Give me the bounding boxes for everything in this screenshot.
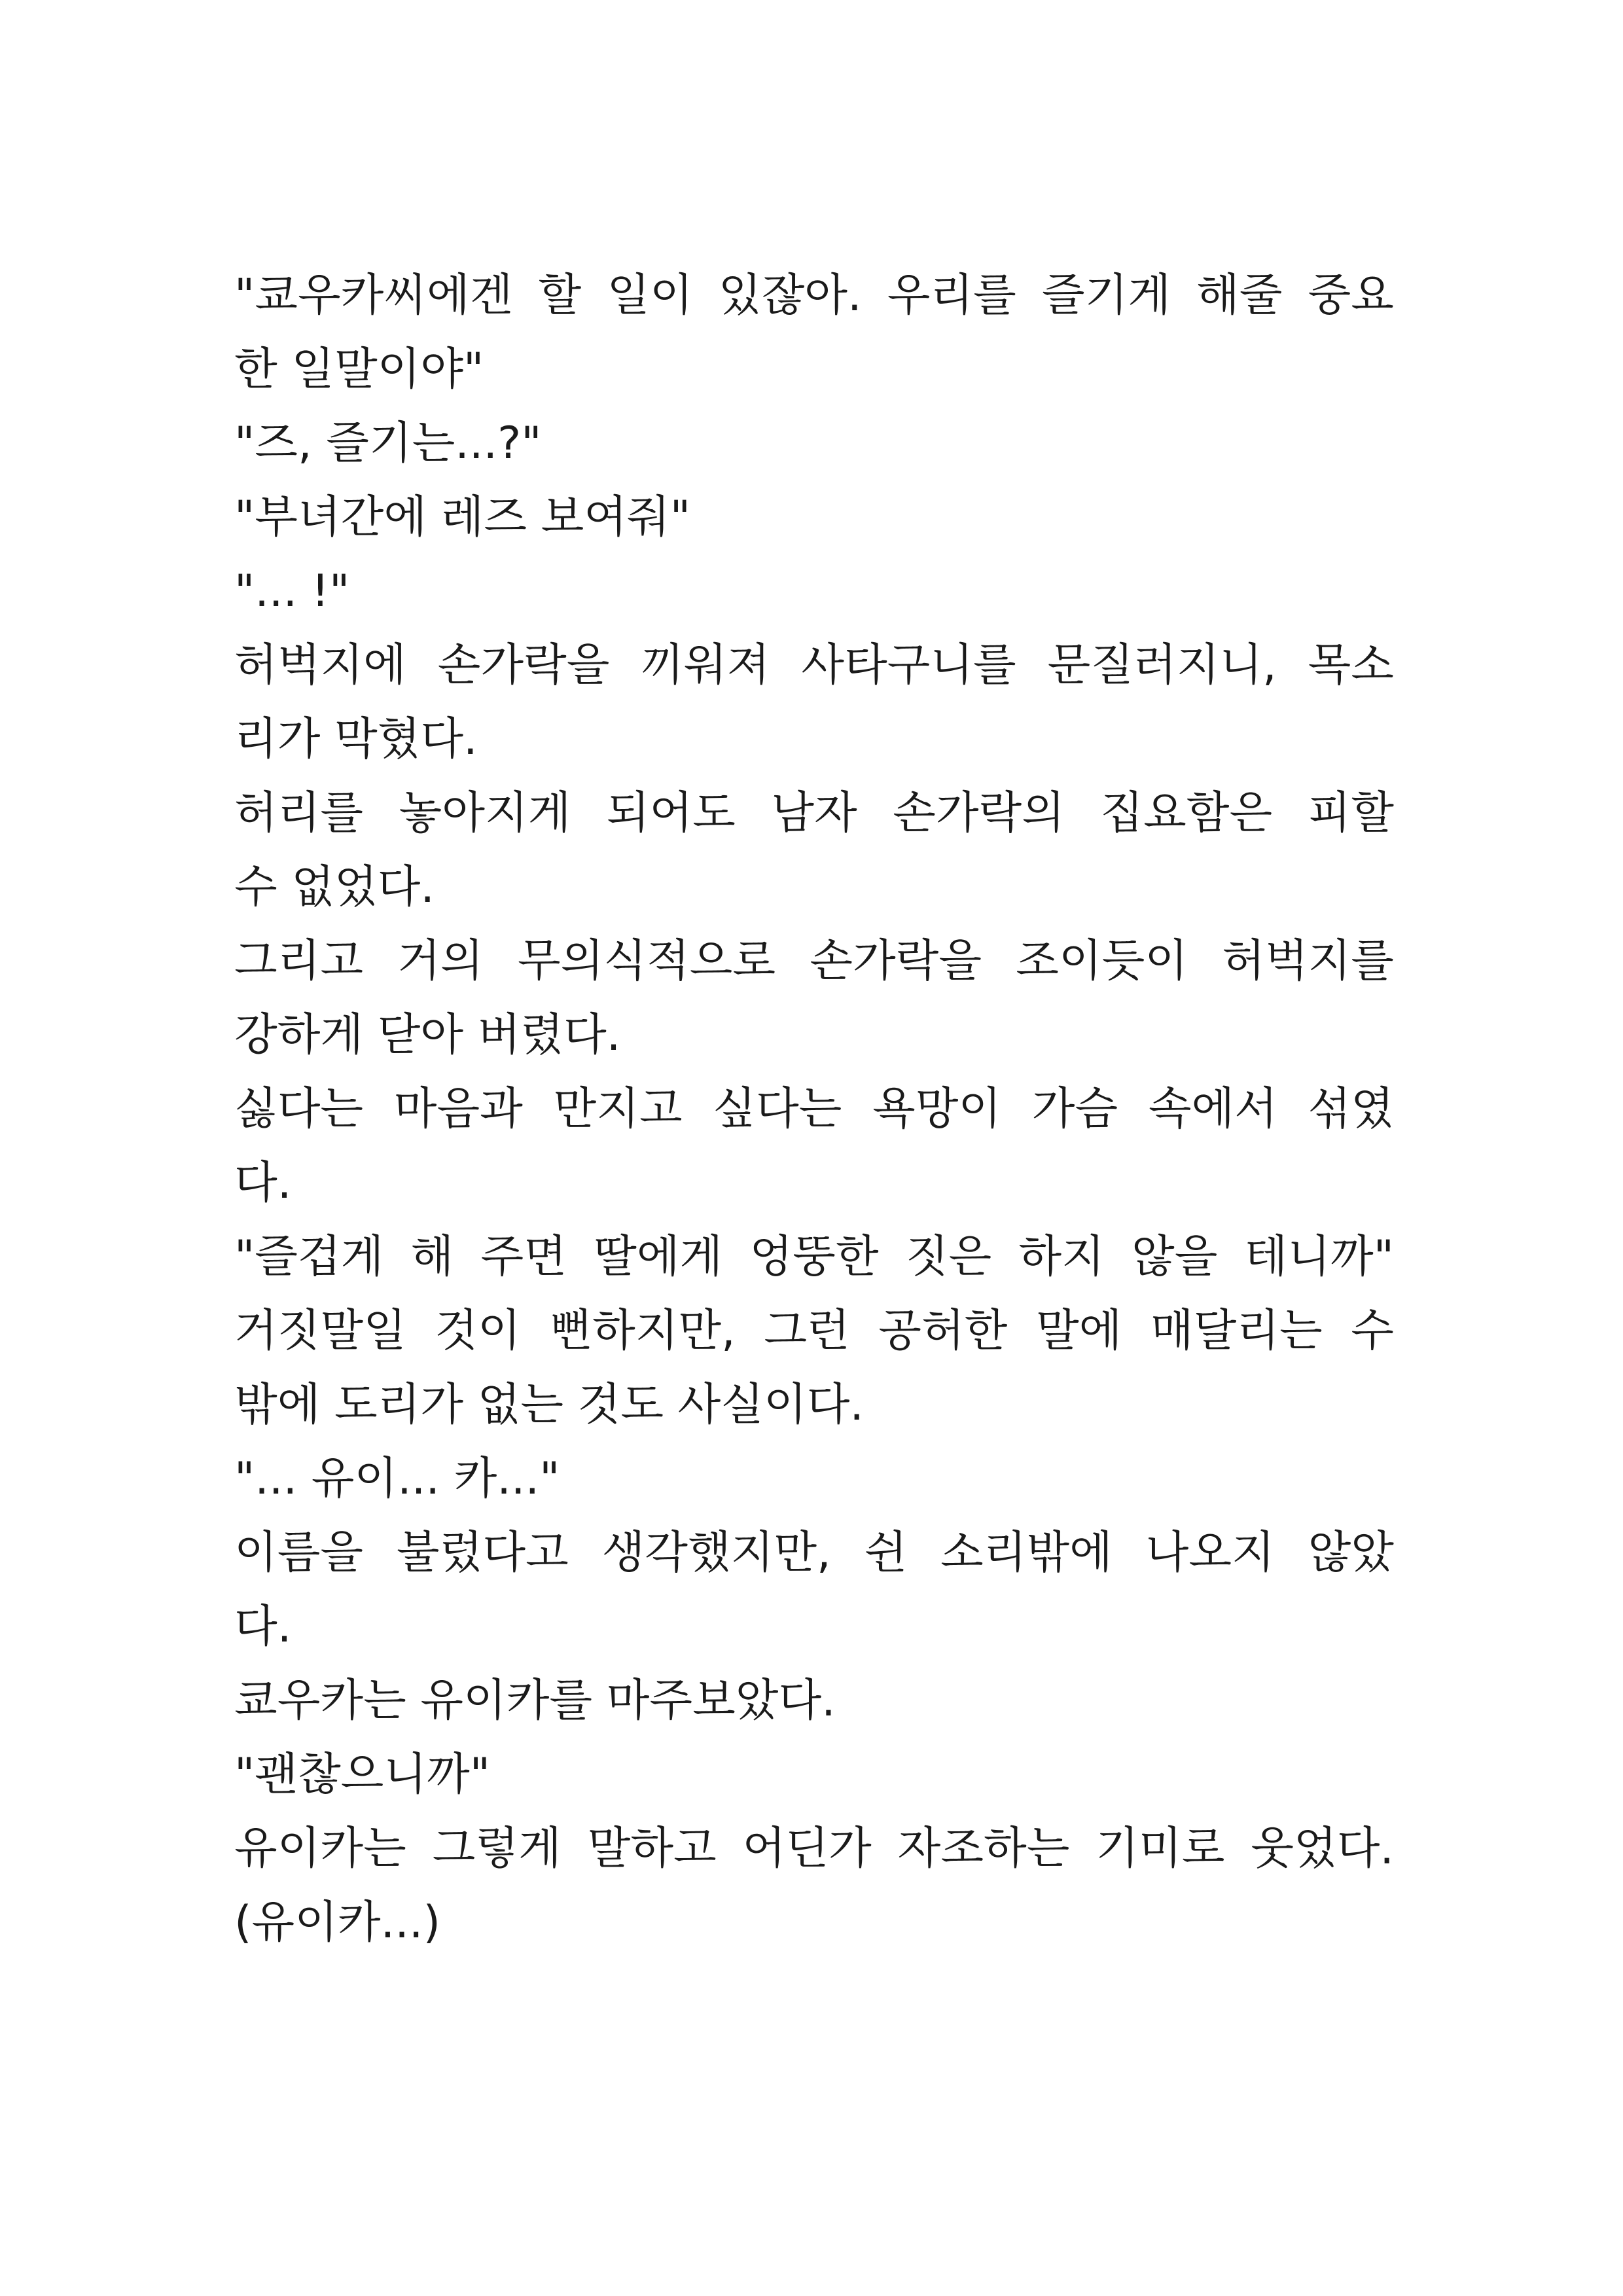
text-line: 허리를 놓아지게 되어도 남자 손가락의 집요함은 피할 (234, 787, 1394, 839)
text-line: 싫다는 마음과 만지고 싶다는 욕망이 가슴 속에서 섞였 (234, 1083, 1394, 1135)
text-line: "... 유이... 카..." (234, 1453, 560, 1505)
text-line: 강하게 닫아 버렸다. (234, 1009, 621, 1061)
text-line: 한 일말이야" (234, 344, 484, 395)
text-line: 밖에 도리가 없는 것도 사실이다. (234, 1379, 865, 1431)
text-line: "... !" (234, 565, 350, 617)
text-line: 유이카는 그렇게 말하고 어딘가 자조하는 기미로 웃었다. (234, 1823, 1394, 1874)
text-line: 이름을 불렀다고 생각했지만, 쉰 소리밖에 나오지 않았 (234, 1527, 1394, 1579)
text-line: 수 없었다. (234, 861, 435, 913)
text-line: "즈, 즐기는...?" (234, 418, 542, 469)
text-line: "쿄우카씨에겐 할 일이 있잖아. 우리를 즐기게 해줄 중요 (234, 270, 1394, 321)
text-line: 다. (234, 1601, 292, 1653)
text-line: 쿄우카는 유이카를 마주보았다. (234, 1675, 836, 1727)
text-body (234, 259, 1394, 1960)
text-line: (유이카...) (234, 1897, 440, 1948)
text-line: 리가 막혔다. (234, 713, 478, 765)
text-line: "괜찮으니까" (234, 1749, 490, 1801)
text-line: "즐겁게 해 주면 딸에게 엉뚱한 짓은 하지 않을 테니까" (234, 1231, 1394, 1283)
text-line: 그리고 거의 무의식적으로 손가락을 조이듯이 허벅지를 (234, 935, 1394, 987)
text-line: 다. (234, 1157, 292, 1209)
text-line: 거짓말일 것이 뻔하지만, 그런 공허한 말에 매달리는 수 (234, 1305, 1394, 1357)
text-line: "부녀간에 레즈 보여줘" (234, 492, 690, 543)
text-line: 허벅지에 손가락을 끼워져 사타구니를 문질러지니, 목소 (234, 639, 1394, 691)
